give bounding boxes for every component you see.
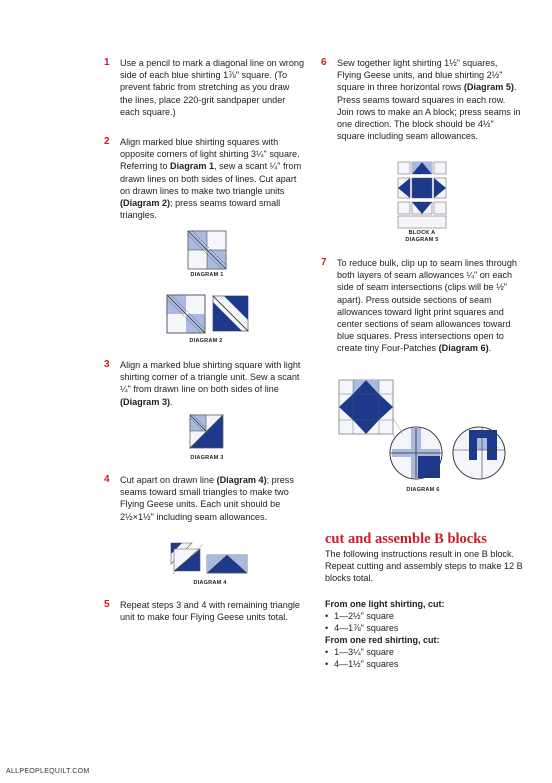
step-number: 3 [104,359,110,370]
step-text: Cut apart on drawn line (Diagram 4); press seams toward small triangles to make two Flying Geese units. Each unit should be 2½×1½" including seam allowances. [120,475,294,522]
step-number: 4 [104,474,110,485]
cut-list-red [325,647,398,670]
diagram-4-label: DIAGRAM 4 [193,580,227,586]
step-text: To reduce bulk, clip up to seam lines through both layers of seam allowances ¼" on each side of seam intersections (clips will be ½" apart). Press outside sections of seam allowances toward light print squares and center sections of seam allowances toward blue squares. Press intersections open to create tiny Four-Patches (Diagram 6). [337,258,517,354]
step-number: 5 [104,599,110,610]
diagram-3-illustration [189,413,225,451]
step-number: 1 [104,57,110,68]
cut-list-light-heading: From one light shirting, cut: [325,599,445,609]
diagram-3-label: DIAGRAM 3 [190,455,224,461]
diagram-1-label: DIAGRAM 1 [190,272,224,278]
cut-list-red-heading: From one red shirting, cut: [325,635,440,645]
step-number: 7 [321,257,327,268]
step-number: 2 [104,136,110,147]
cut-list-light [325,611,398,634]
diagram-1-illustration [187,230,227,270]
block-a-label: BLOCK A [408,230,436,236]
list-item: • 4—1½" squares [325,659,398,671]
footer-site-url: ALLPEOPLEQUILT.COM [6,768,90,775]
list-item: • 1—2½" square [325,611,398,623]
step-text: Repeat steps 3 and 4 with remaining triangle unit to make four Flying Geese units total. [120,600,300,623]
diagram-6-illustration [337,378,512,486]
diagram-2-illustration [166,294,250,334]
diagram-5-caption: DIAGRAM 5 [405,237,439,243]
diagram-5-label [392,230,452,244]
diagram-5-illustration [397,161,447,229]
list-item: • 1—3¼" square [325,647,398,659]
step-text: Align a marked blue shirting square with light shirting corner of a triangle unit. Sew a scant ¼" from drawn line on both sides of line (Diagram 3). [120,360,301,407]
step-number: 6 [321,57,327,68]
diagram-6-label: DIAGRAM 6 [406,487,440,493]
diagram-2-label: DIAGRAM 2 [189,338,223,344]
diagram-4-illustration [170,541,250,577]
step-text: Use a pencil to mark a diagonal line on wrong side of each blue shirting 1⅞" square. (To prevent fabric from stretching as you draw the lines, place 220-grit sandpaper under each square.) [120,58,305,117]
section-title: cut and assemble B blocks [325,531,487,547]
section-intro: The following instructions result in one B block. Repeat cutting and assembly steps to make 12 B blocks total. [325,549,523,584]
step-text: Align marked blue shirting squares with opposite corners of light shirting 3¼" square. Referring to Diagram 1, sew a scant ¼" from drawn lines on both sides of lines. Cut apart on drawn lines to make two triangle units (Diagram 2); press seams toward small triangles. [120,137,302,221]
step-text: Sew together light shirting 1½" squares, Flying Geese units, and blue shirting 2½" square in three horizontal rows (Diagram 5). Press seams toward squares in each row. Join rows to make an A block; press seams in one direction. The block should be 4½" square including seam allowances. [337,58,521,142]
list-item: • 4—1⅞" squares [325,623,398,635]
